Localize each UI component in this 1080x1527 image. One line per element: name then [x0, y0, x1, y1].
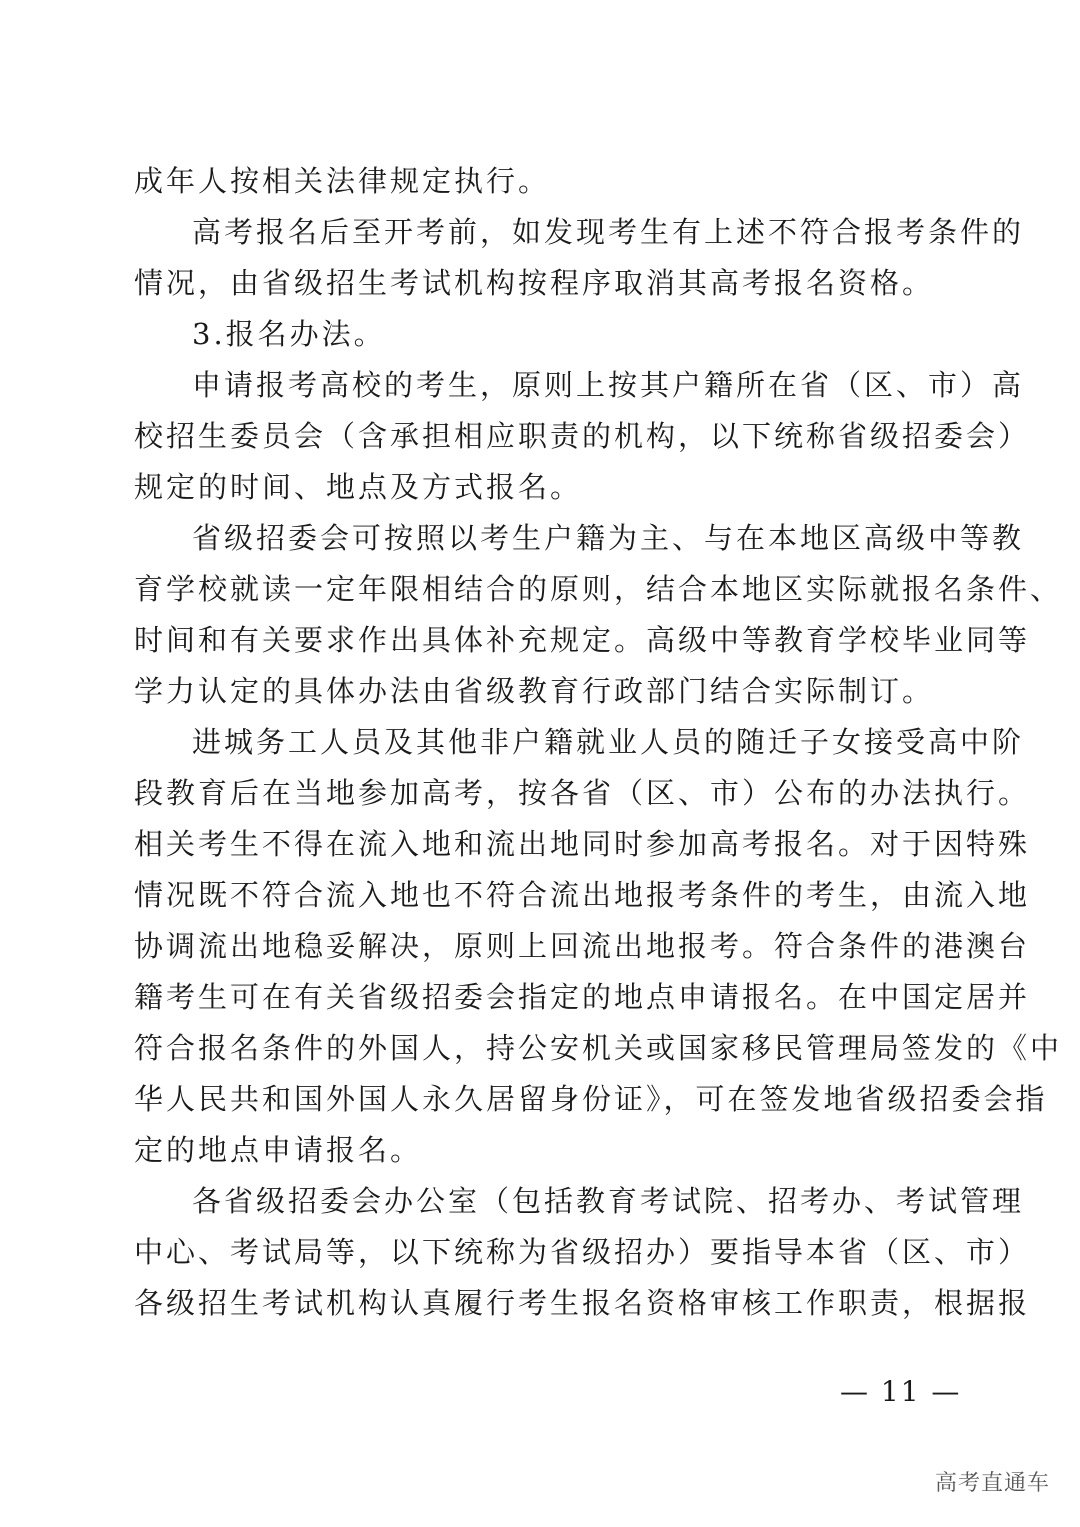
- text-line: 规定的时间、地点及方式报名。: [134, 470, 583, 504]
- text-line: 学力认定的具体办法由省级教育行政部门结合实际制订。: [134, 674, 935, 708]
- text-line: 协调流出地稳妥解决，原则上回流出地报考。符合条件的港澳台: [134, 929, 1031, 963]
- watermark-label: 高考直通车: [934, 1471, 1050, 1496]
- text-line: 情况，由省级招生考试机构按程序取消其高考报名资格。: [134, 266, 935, 300]
- paragraph-start-line: 省级招委会可按照以考生户籍为主、与在本地区高级中等教: [192, 521, 1025, 555]
- text-line: 校招生委员会（含承担相应职责的机构，以下统称省级招委会）: [134, 419, 1031, 453]
- text-line: 中心、考试局等，以下统称为省级招办）要指导本省（区、市）: [134, 1235, 1031, 1269]
- text-line: 华人民共和国外国人永久居留身份证》，可在签发地省级招委会指: [134, 1082, 1048, 1116]
- text-line: 定的地点申请报名。: [134, 1133, 423, 1167]
- text-line: 符合报名条件的外国人，持公安机关或国家移民管理局签发的《中: [134, 1031, 1063, 1065]
- text-line: 育学校就读一定年限相结合的原则，结合本地区实际就报名条件、: [134, 572, 1063, 606]
- paragraph-start-line: 进城务工人员及其他非户籍就业人员的随迁子女接受高中阶: [192, 725, 1025, 759]
- paragraph-start-line: 高考报名后至开考前，如发现考生有上述不符合报考条件的: [192, 215, 1025, 249]
- text-line: 段教育后在当地参加高考，按各省（区、市）公布的办法执行。: [134, 776, 1031, 810]
- text-line: 成年人按相关法律规定执行。: [134, 164, 551, 198]
- text-line: 相关考生不得在流入地和流出地同时参加高考报名。对于因特殊: [134, 827, 1031, 861]
- section-heading: 3.报名办法。: [192, 317, 386, 351]
- paragraph-start-line: 申请报考高校的考生，原则上按其户籍所在省（区、市）高: [192, 368, 1025, 402]
- text-line: 各级招生考试机构认真履行考生报名资格审核工作职责，根据报: [134, 1286, 1031, 1320]
- paragraph-start-line: 各省级招委会办公室（包括教育考试院、招考办、考试管理: [192, 1184, 1025, 1218]
- text-line: 时间和有关要求作出具体补充规定。高级中等教育学校毕业同等: [134, 623, 1031, 657]
- page-number: — 11 —: [840, 1375, 962, 1408]
- text-line: 情况既不符合流入地也不符合流出地报考条件的考生，由流入地: [134, 878, 1031, 912]
- text-line: 籍考生可在有关省级招委会指定的地点申请报名。在中国定居并: [134, 980, 1031, 1014]
